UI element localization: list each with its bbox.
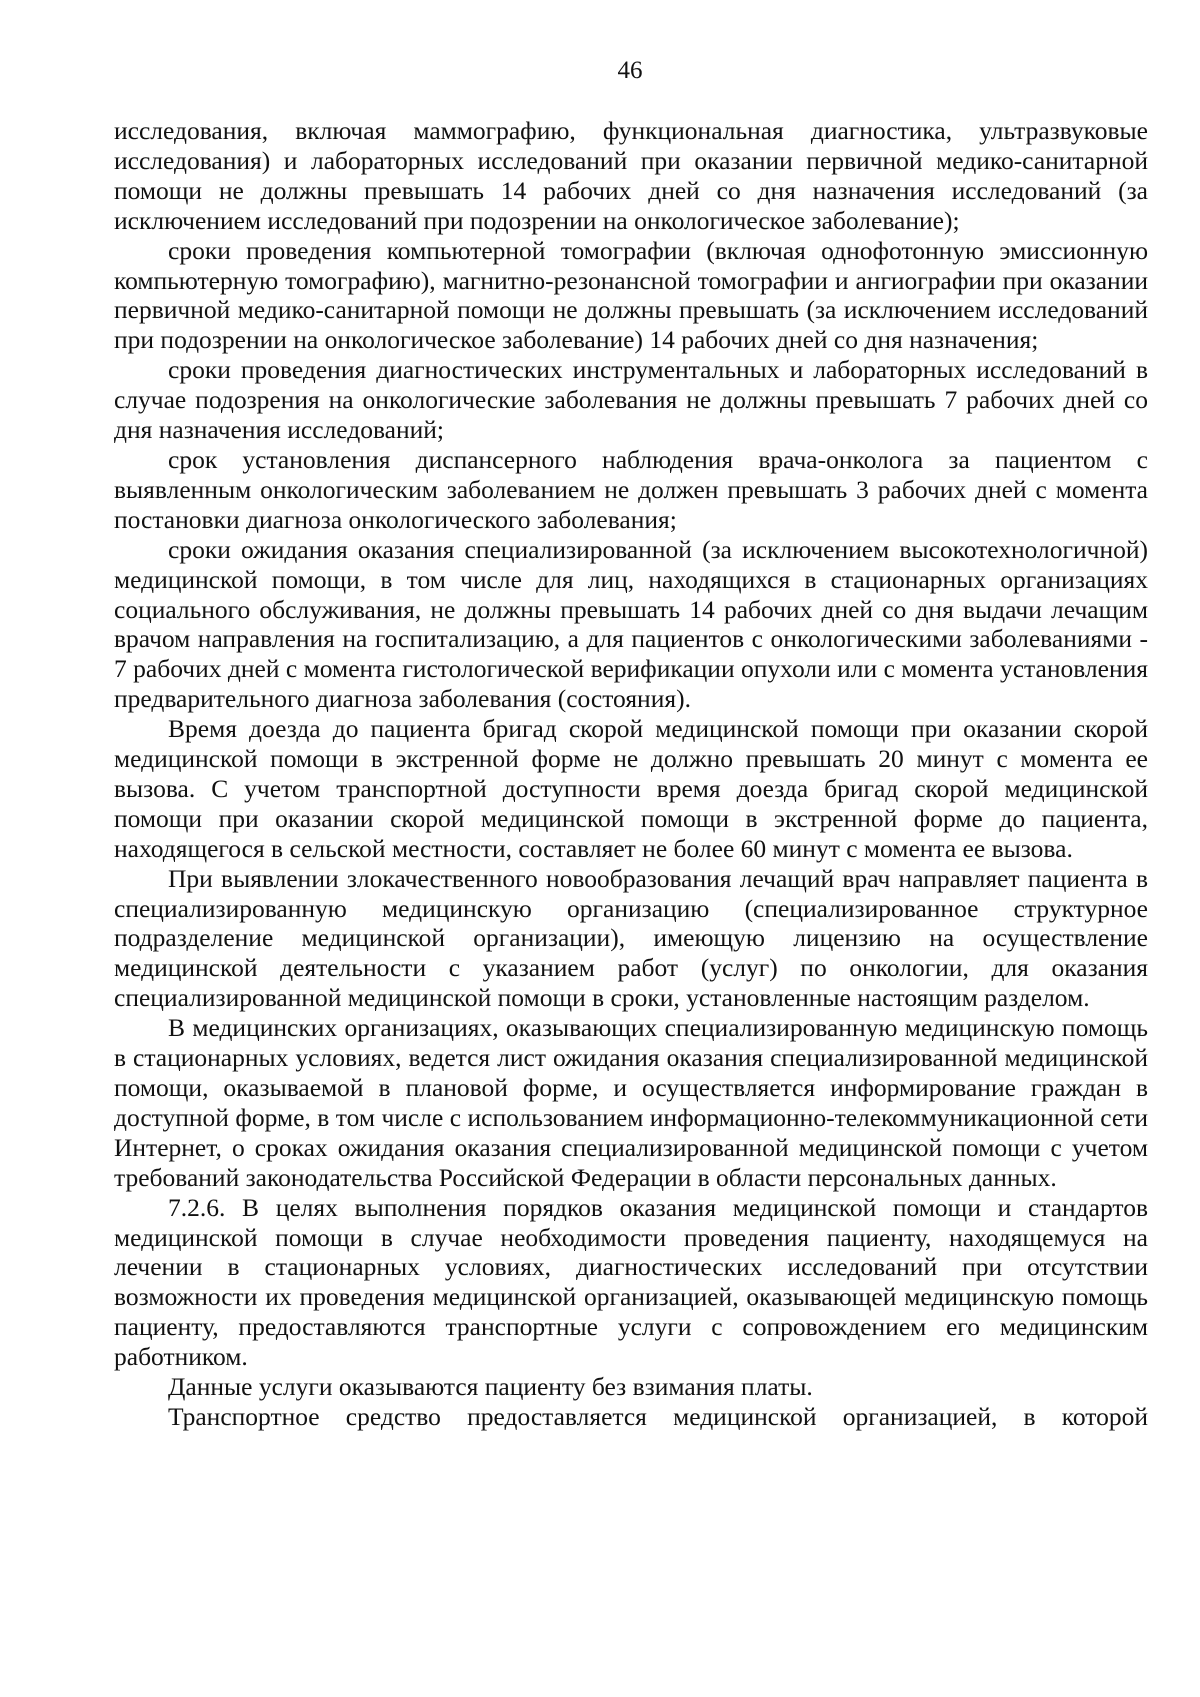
paragraph-dispensary-observation: срок установления диспансерного наблюдения врача-онколога за пациентом с выявленным онкологическим заболеванием не должен превышать 3 рабочих дней с момента постановки диагноза онкологического заболевания; [114, 444, 1148, 534]
document-body [114, 116, 1148, 1432]
paragraph-free-of-charge: Данные услуги оказываются пациенту без взимания платы. [168, 1372, 813, 1402]
paragraph-transport-provided: Транспортное средство предоставляется медицинской организацией, в которой [168, 1401, 1148, 1431]
paragraph-diagnostics-terms: исследования, включая маммографию, функциональная диагностика, ультразвуковые исследования) и лабораторных исследований при оказании первичной медико-санитарной помощи не должны превышать 14 рабочих дней со дня назначения исследований (за исключением исследований при подозрении на онкологическое заболевание); [114, 116, 1148, 235]
paragraph-specialized-care-waiting: сроки ожидания оказания специализированной (за исключением высокотехнологичной) медицинской помощи, в том числе для лиц, находящихся в стационарных организациях социального обслуживания, не должны превышать 14 рабочих дней со дня выдачи лечащим врачом направления на госпитализацию, а для пациентов с онкологическими заболеваниями - 7 рабочих дней с момента гистологической верификации опухоли или с момента установления предварительного диагноза заболевания (состояния). [114, 534, 1148, 714]
paragraph-waiting-list: В медицинских организациях, оказывающих специализированную медицинскую помощь в стационарных условиях, ведется лист ожидания оказания специализированной медицинской помощи, оказываемой в плановой форме, и осуществляется информирование граждан в доступной форме, в том числе с использованием информационно-телекоммуникационной сети Интернет, о сроках ожидания оказания специализированной медицинской помощи с учетом требований законодательства Российской Федерации в области персональных данных. [114, 1013, 1148, 1192]
paragraph-malignancy-referral: При выявлении злокачественного новообразования лечащий врач направляет пациента в специализированную медицинскую организацию (специализированное структурное подразделение медицинской организации), имеющую лицензию на осуществление медицинской деятельности с указанием работ (услуг) по онкологии, для оказания специализированной медицинской помощи в сроки, установленные настоящим разделом. [114, 863, 1148, 1013]
paragraph-section-7-2-6: 7.2.6. В целях выполнения порядков оказания медицинской помощи и стандартов медицинской помощи в случае необходимости проведения пациенту, находящемуся на лечении в стационарных условиях, диагностических исследований при отсутствии возможности их проведения медицинской организацией, оказывающей медицинскую помощь пациенту, предоставляются транспортные услуги с сопровождением его медицинским работником. [114, 1192, 1148, 1372]
paragraph-ambulance-arrival-time: Время доезда до пациента бригад скорой медицинской помощи при оказании скорой медицинской помощи в экстренной форме не должно превышать 20 минут с момента ее вызова. С учетом транспортной доступности время доезда бригад скорой медицинской помощи при оказании скорой медицинской помощи в экстренной форме до пациента, находящегося в сельской местности, составляет не более 60 минут с момента ее вызова. [114, 714, 1148, 863]
paragraph-oncology-diagnostics-terms: сроки проведения диагностических инструментальных и лабораторных исследований в случае подозрения на онкологические заболевания не должны превышать 7 рабочих дней со дня назначения исследований; [114, 355, 1148, 445]
paragraph-ct-mri-terms: сроки проведения компьютерной томографии (включая однофотонную эмиссионную компьютерную томографию), магнитно-резонансной томографии и ангиографии при оказании первичной медико-санитарной помощи не должны превышать (за исключением исследований при подозрении на онкологическое заболевание) 14 рабочих дней со дня назначения; [114, 235, 1148, 355]
page-number: 46 [617, 57, 643, 84]
